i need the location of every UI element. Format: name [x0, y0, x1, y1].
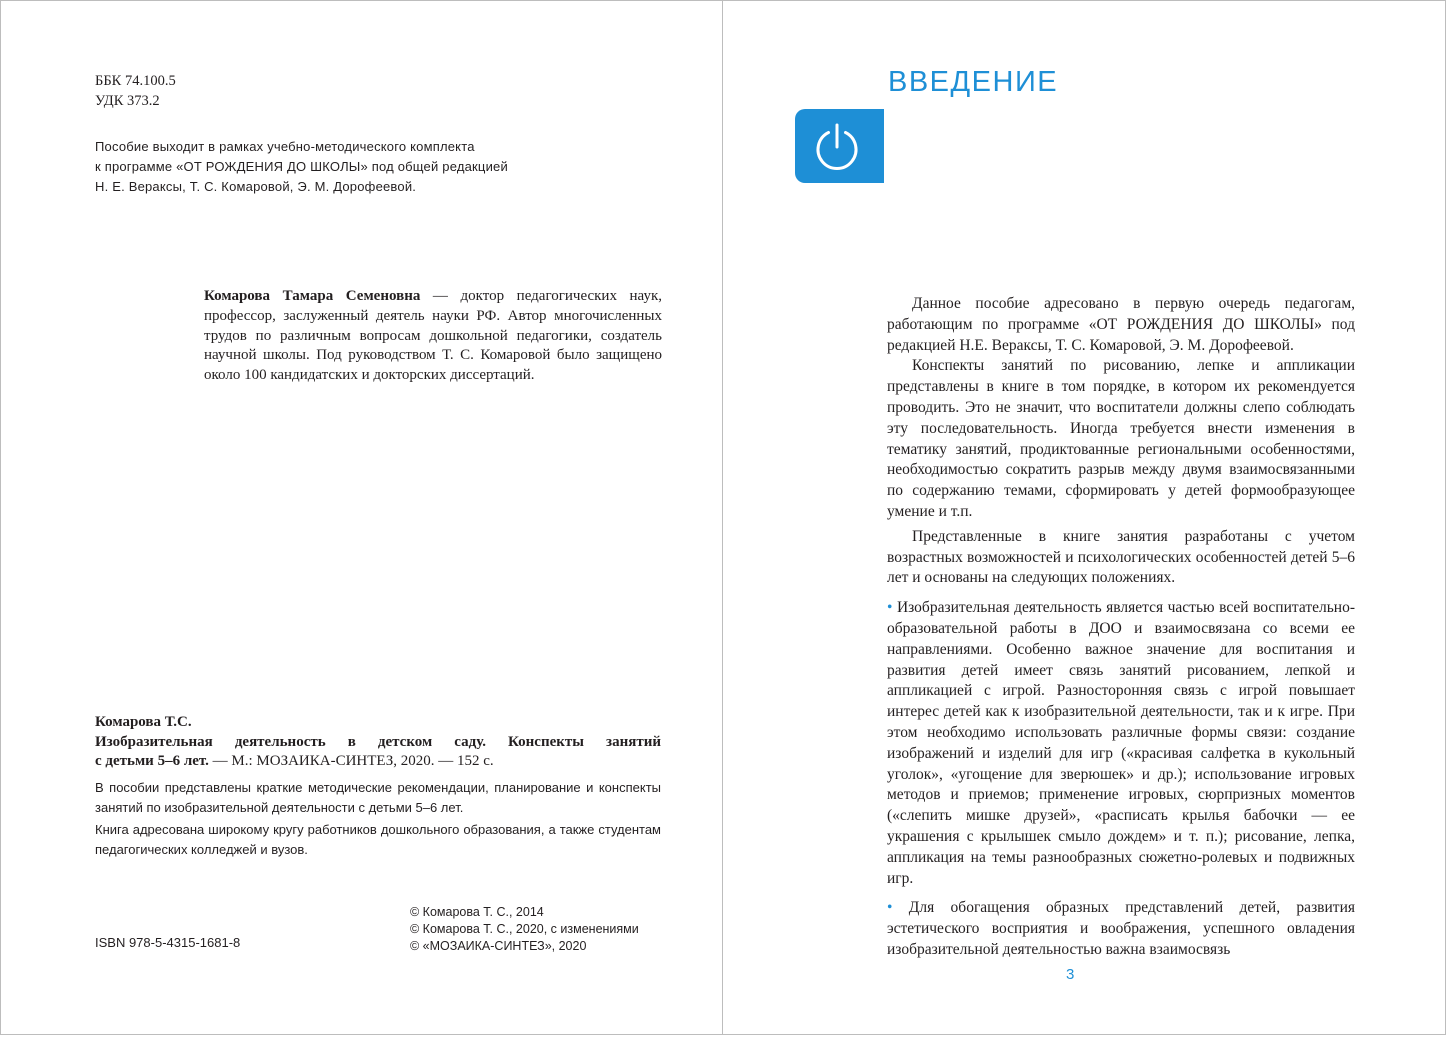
bullet-item	[887, 598, 1355, 889]
series-note-line: Н. Е. Вераксы, Т. С. Комаровой, Э. М. Дорофеевой.	[95, 179, 417, 194]
intro-paragraph: Представленные в книге занятия разработаны с учетом возрастных возможностей и психологических особенностей детей 5–6 лет и основаны на следующих положениях.	[887, 527, 1355, 587]
page-number: 3	[1066, 966, 1075, 983]
biblio-publisher: — М.: МОЗАИКА-СИНТЕЗ, 2020. — 152 с.	[208, 753, 494, 769]
chapter-badge	[795, 109, 884, 183]
bbk-code: ББК 74.100.5	[95, 73, 176, 89]
copyright-line: © Комарова Т. С., 2020, с изменениями	[410, 922, 639, 936]
intro-paragraph: Данное пособие адресовано в первую очередь педагогам, работающим по программе «ОТ РОЖДЕНИЯ ДО ШКОЛЫ» под редакцией Н.Е. Вераксы, Т. С. Комаровой, Э. М. Дорофеевой.	[887, 295, 1355, 354]
bullet-text: Изобразительная деятельность является частью всей воспитательно-образовательной работы в ДОО и взаимосвязана со всеми ее направлениями. Особенно важное значение для воспитания и развития детей имеет связь занятий рисованием, лепкой и аппликацией с игрой. Разносторонняя связь с игрой повышает интерес детей как к изобразительной деятельности, так и к игре. При этом необходимо использовать различные формы связи: создание изображений и изделий для игр («красивая салфетка в кукольный уголок», «угощение для зверюшек» и др.); использование игровых методов и приемов; применение игровых, сюрпризных моментов («слепить мишке друзей», «расписать крылья бабочки — ее украшения с крылышек смыло дождем» и т. п.); рисование, лепка, аппликация на темы разнообразных сюжетно-ролевых и подвижных игр.	[887, 599, 1355, 887]
copyright-line: © «МОЗАИКА-СИНТЕЗ», 2020	[410, 939, 587, 953]
annotation	[95, 778, 661, 862]
copyright-line: © Комарова Т. С., 2014	[410, 905, 544, 919]
isbn: ISBN 978-5-4315-1681-8	[95, 935, 241, 950]
author-bio	[204, 287, 662, 386]
bibliographic-record	[95, 713, 661, 772]
author-name: Комарова Тамара Семеновна	[204, 288, 421, 304]
power-icon	[795, 109, 884, 183]
bullet-marker: •	[887, 899, 893, 917]
bullet-text: Для обогащения образных представлений детей, развития эстетического восприятия и воображения, успешного овладения изобразительной деятельностью важна взаимосвязь	[887, 899, 1355, 958]
series-note	[95, 137, 575, 197]
author-bio-text: — доктор педагогических наук, профессор, заслуженный деятель науки РФ. Автор многочисленных трудов по различным вопросам дошкольной педагогики, создатель научной школы. Под руководством Т. С. Комаровой было защищено около 100 кандидатских и докторских диссертаций.	[204, 288, 662, 384]
bullet-item	[887, 898, 1355, 960]
intro-text	[887, 294, 1355, 961]
series-note-line: Пособие выходит в рамках учебно-методического комплекта	[95, 139, 475, 154]
biblio-author: Комарова Т.С.	[95, 714, 192, 730]
biblio-title-end	[95, 752, 661, 772]
annotation-paragraph: В пособии представлены краткие методические рекомендации, планирование и конспекты занятий по изобразительной деятельности с детьми 5–6 лет.	[95, 780, 661, 815]
chapter-heading: ВВЕДЕНИЕ	[888, 66, 1059, 98]
series-note-line: к программе «ОТ РОЖДЕНИЯ ДО ШКОЛЫ» под общей редакцией	[95, 159, 508, 174]
intro-paragraph: Конспекты занятий по рисованию, лепке и аппликации представлены в книге в том порядке, в котором их рекомендуется проводить. Это не значит, что воспитатели должны слепо соблюдать эту последовательность. Иногда требуется внести изменения в тематику занятий, продиктованные региональными особенностями, необходимостью сократить разрыв между двумя взаимосвязанными по содержанию темами, сформировать у детей формообразующее умение и т.п.	[887, 357, 1355, 520]
udk-code: УДК 373.2	[95, 93, 160, 109]
bullet-marker: •	[887, 599, 893, 617]
left-page	[0, 0, 723, 1035]
copyright-block	[410, 904, 639, 955]
biblio-title-line: Изобразительная деятельность в детском саду. Конспекты занятий	[95, 733, 661, 750]
annotation-paragraph: Книга адресована широкому кругу работников дошкольного образования, а также студентам педагогических колледжей и вузов.	[95, 822, 661, 857]
classification-codes	[95, 71, 176, 111]
biblio-title-line: с детьми 5–6 лет.	[95, 753, 209, 769]
